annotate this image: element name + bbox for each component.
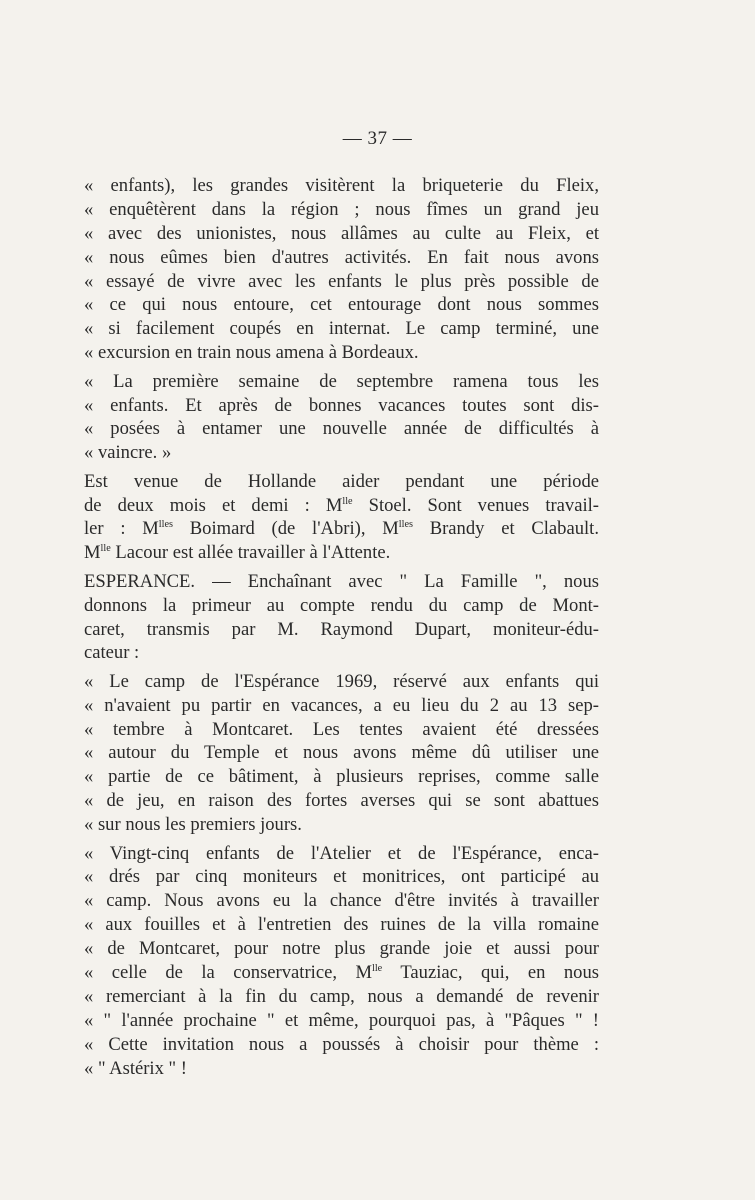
text-line: « Cette invitation nous a poussés à choisir pour thème : xyxy=(84,1033,599,1055)
text-line: « enfants), les grandes visitèrent la briqueterie du Fleix, xyxy=(84,175,599,196)
text-line: « remerciant à la fin du camp, nous a demandé de revenir xyxy=(84,985,599,1007)
text-line: « " l'année prochaine " et même, pourquoi pas, à "Pâques " ! xyxy=(84,1009,599,1031)
text-line: « nous eûmes bien d'autres activités. En fait nous avons xyxy=(84,246,599,268)
text-line: Est venue de Hollande aider pendant une période xyxy=(84,470,599,492)
text-line: « drés par cinq moniteurs et monitrices, ont participé au xyxy=(84,866,599,888)
text-line: « celle de la conservatrice, $M^{lle}$ Tauziac, qui, en nous xyxy=(84,962,599,983)
text-line: « essayé de vivre avec les enfants le plus près possible de xyxy=(84,270,599,292)
text-line: « autour du Temple et nous avons même dû utiliser une xyxy=(84,742,599,764)
text-line: « excursion en train nous amena à Bordeaux. xyxy=(84,342,419,364)
paragraph xyxy=(84,670,599,837)
text-line: « posées à entamer une nouvelle année de difficultés à xyxy=(84,418,599,440)
paragraph xyxy=(84,174,599,365)
paragraph xyxy=(84,470,599,566)
text-line: « de jeu, en raison des fortes averses qui se sont abattues xyxy=(84,790,599,812)
text-line: « La première semaine de septembre ramena tous les xyxy=(84,370,599,392)
paragraph xyxy=(84,570,599,666)
text-line: « enfants. Et après de bonnes vacances toutes sont dis- xyxy=(84,394,599,416)
body-text xyxy=(84,174,599,1080)
text-line: « Le camp de l'Espérance 1969, réservé aux enfants qui xyxy=(84,670,599,692)
text-line: « partie de ce bâtiment, à plusieurs reprises, comme salle xyxy=(84,766,599,788)
text-line: « enquêtèrent dans la région ; nous fîmes un grand jeu xyxy=(84,198,599,220)
text-line: ler : $M^{lles}$ Boimard (de l'Abri), $M^{lles}$ Brandy et Clabault. xyxy=(84,518,599,540)
text-line: « camp. Nous avons eu la chance d'être invités à travailler xyxy=(84,890,599,912)
text-line: « n'avaient pu partir en vacances, a eu lieu du 2 au 13 sep- xyxy=(84,694,599,716)
text-line: « vaincre. » xyxy=(84,442,172,464)
text-line: « avec des unionistes, nous allâmes au culte au Fleix, et xyxy=(84,222,599,244)
text-line: ESPERANCE. — Enchaînant avec " La Famille ", nous xyxy=(84,570,599,592)
paragraph xyxy=(84,842,599,1081)
text-line: « aux fouilles et à l'entretien des ruines de la villa romaine xyxy=(84,914,599,936)
text-line: cateur : xyxy=(84,642,140,664)
paragraph xyxy=(84,370,599,466)
text-line: de deux mois et demi : $M^{lle}$ Stoel. Sont venues travail- xyxy=(84,494,599,516)
text-line: « tembre à Montcaret. Les tentes avaient été dressées xyxy=(84,718,599,740)
text-line: « sur nous les premiers jours. xyxy=(84,814,302,836)
text-line: caret, transmis par M. Raymond Dupart, moniteur-édu- xyxy=(84,618,599,640)
text-line: $M^{lle}$ Lacour est allée travailler à l'Attente. xyxy=(84,542,391,564)
text-line: « ce qui nous entoure, cet entourage dont nous sommes xyxy=(84,294,599,316)
text-line: « de Montcaret, pour notre plus grande joie et aussi pour xyxy=(84,938,599,960)
text-line: « " Astérix " ! xyxy=(84,1057,187,1079)
text-line: « si facilement coupés en internat. Le camp terminé, une xyxy=(84,318,599,340)
text-line: « Vingt-cinq enfants de l'Atelier et de l'Espérance, enca- xyxy=(84,842,599,864)
text-line: donnons la primeur au compte rendu du camp de Mont- xyxy=(84,594,599,616)
page-number: — 37 — xyxy=(342,128,413,149)
